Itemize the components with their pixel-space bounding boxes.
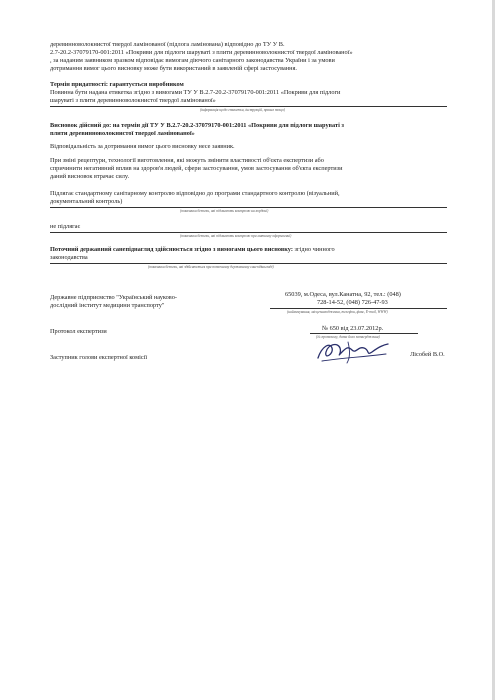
supervision-bold: Поточний державний санепіднагляд здійснюється згідно з вимогами цього висновку: bbox=[50, 246, 293, 253]
not-subject-rule bbox=[50, 232, 447, 233]
supervision-rule bbox=[50, 263, 447, 264]
institution-address-1: 65039, м.Одеса, вул.Канатна, 92, тел.: (048) bbox=[285, 291, 401, 298]
control-rule bbox=[50, 207, 447, 208]
supervision-caption: (показники безпеки, які здійснюється при поточному державному санепіднагляді) bbox=[148, 265, 274, 269]
shelf-life-line-1: Повинна бути надана етикетка згідно з вимогами ТУ У В.2.7-20.2-37079170-001:2011 «Покриви для підлоги bbox=[50, 89, 341, 96]
validity-line-2: плити деревинноволокнистої твердої ламінованої» bbox=[50, 130, 195, 137]
intro-line-2: 2.7-20.2-37079170-001:2011 «Покриви для підлоги шаруваті з плити деревинноволокнистої твердої ламінованої» bbox=[50, 49, 353, 56]
change-line-1: При зміні рецептури, технології виготовлення, які можуть змінити властивості об'єкта експертизи або bbox=[50, 157, 324, 164]
shelf-life-heading: Термін придатності: гарантується виробником bbox=[50, 81, 184, 88]
supervision-line-1 bbox=[50, 246, 335, 254]
intro-line-4: дотримання вимог цього висновку може бути використаний в заявленій сфері застосування. bbox=[50, 65, 297, 72]
deputy-label: Заступник голови експертної комісії bbox=[50, 354, 148, 361]
shelf-life-line-2: шаруваті з плити деревинноволокнистої твердої ламінованої» bbox=[50, 97, 216, 104]
institution-name-1: Державне підприємство "Український науково- bbox=[50, 294, 177, 301]
marketing-caption: (показники безпеки, які підлягають контролю при митному оформленні) bbox=[180, 234, 292, 238]
protocol-caption: (№ протоколу, дата його затвердження) bbox=[316, 335, 380, 339]
control-line-1: Підлягає стандартному санітарному контролю відповідно до програми стандартного контролю (візуальний, bbox=[50, 190, 340, 197]
change-line-2: спричинити негативний вплив на здоров'я людей, сфери застосування, умов застосування об'єкта експертизи bbox=[50, 165, 343, 172]
not-subject-text: не підлягає bbox=[50, 223, 81, 230]
protocol-label: Протокол експертизи bbox=[50, 328, 107, 335]
institution-rule bbox=[270, 308, 447, 309]
institution-caption: (найменування, місцезнаходження, телефон, факс, E-mail, WWW) bbox=[287, 310, 388, 314]
shelf-life-rule bbox=[50, 106, 447, 107]
control-caption: (показники безпеки, які підлягають контролю на кордоні) bbox=[180, 209, 269, 213]
validity-line-1: Висновок дійсний до: на термін дії ТУ У В.2.7-20.2-37079170-001:2011 «Покриви для підлоги шаруваті з bbox=[50, 122, 344, 129]
control-line-2: документальний контроль) bbox=[50, 198, 123, 205]
handwritten-signature-icon bbox=[312, 336, 394, 366]
institution-name-2: дослідний інститут медицини транспорту" bbox=[50, 302, 165, 309]
deputy-name: Лісобей В.О. bbox=[410, 351, 445, 358]
supervision-line-2: законодавства bbox=[50, 254, 88, 261]
change-line-3: даний висновок втрачає силу. bbox=[50, 173, 130, 180]
intro-line-3: , за наданим заявником зразком відповідає вимогам діючого санітарного законодавства України і за умови bbox=[50, 57, 335, 64]
protocol-rule bbox=[310, 333, 418, 334]
responsibility-text: Відповідальність за дотримання вимог цього висновку несе заявник. bbox=[50, 143, 235, 150]
institution-address-2: 728-14-52, (048) 726-47-93 bbox=[317, 299, 388, 306]
shelf-life-caption: (інформація щодо етикетки, інструкцій, правил тощо) bbox=[200, 108, 286, 112]
protocol-value: № 650 від 23.07.2012р. bbox=[322, 325, 384, 332]
supervision-rest: згідно чинного bbox=[292, 246, 335, 253]
intro-line-1: деревинноволокнистої твердої ламінованої (підлога ламінована) відповідно до ТУ У В. bbox=[50, 41, 285, 48]
